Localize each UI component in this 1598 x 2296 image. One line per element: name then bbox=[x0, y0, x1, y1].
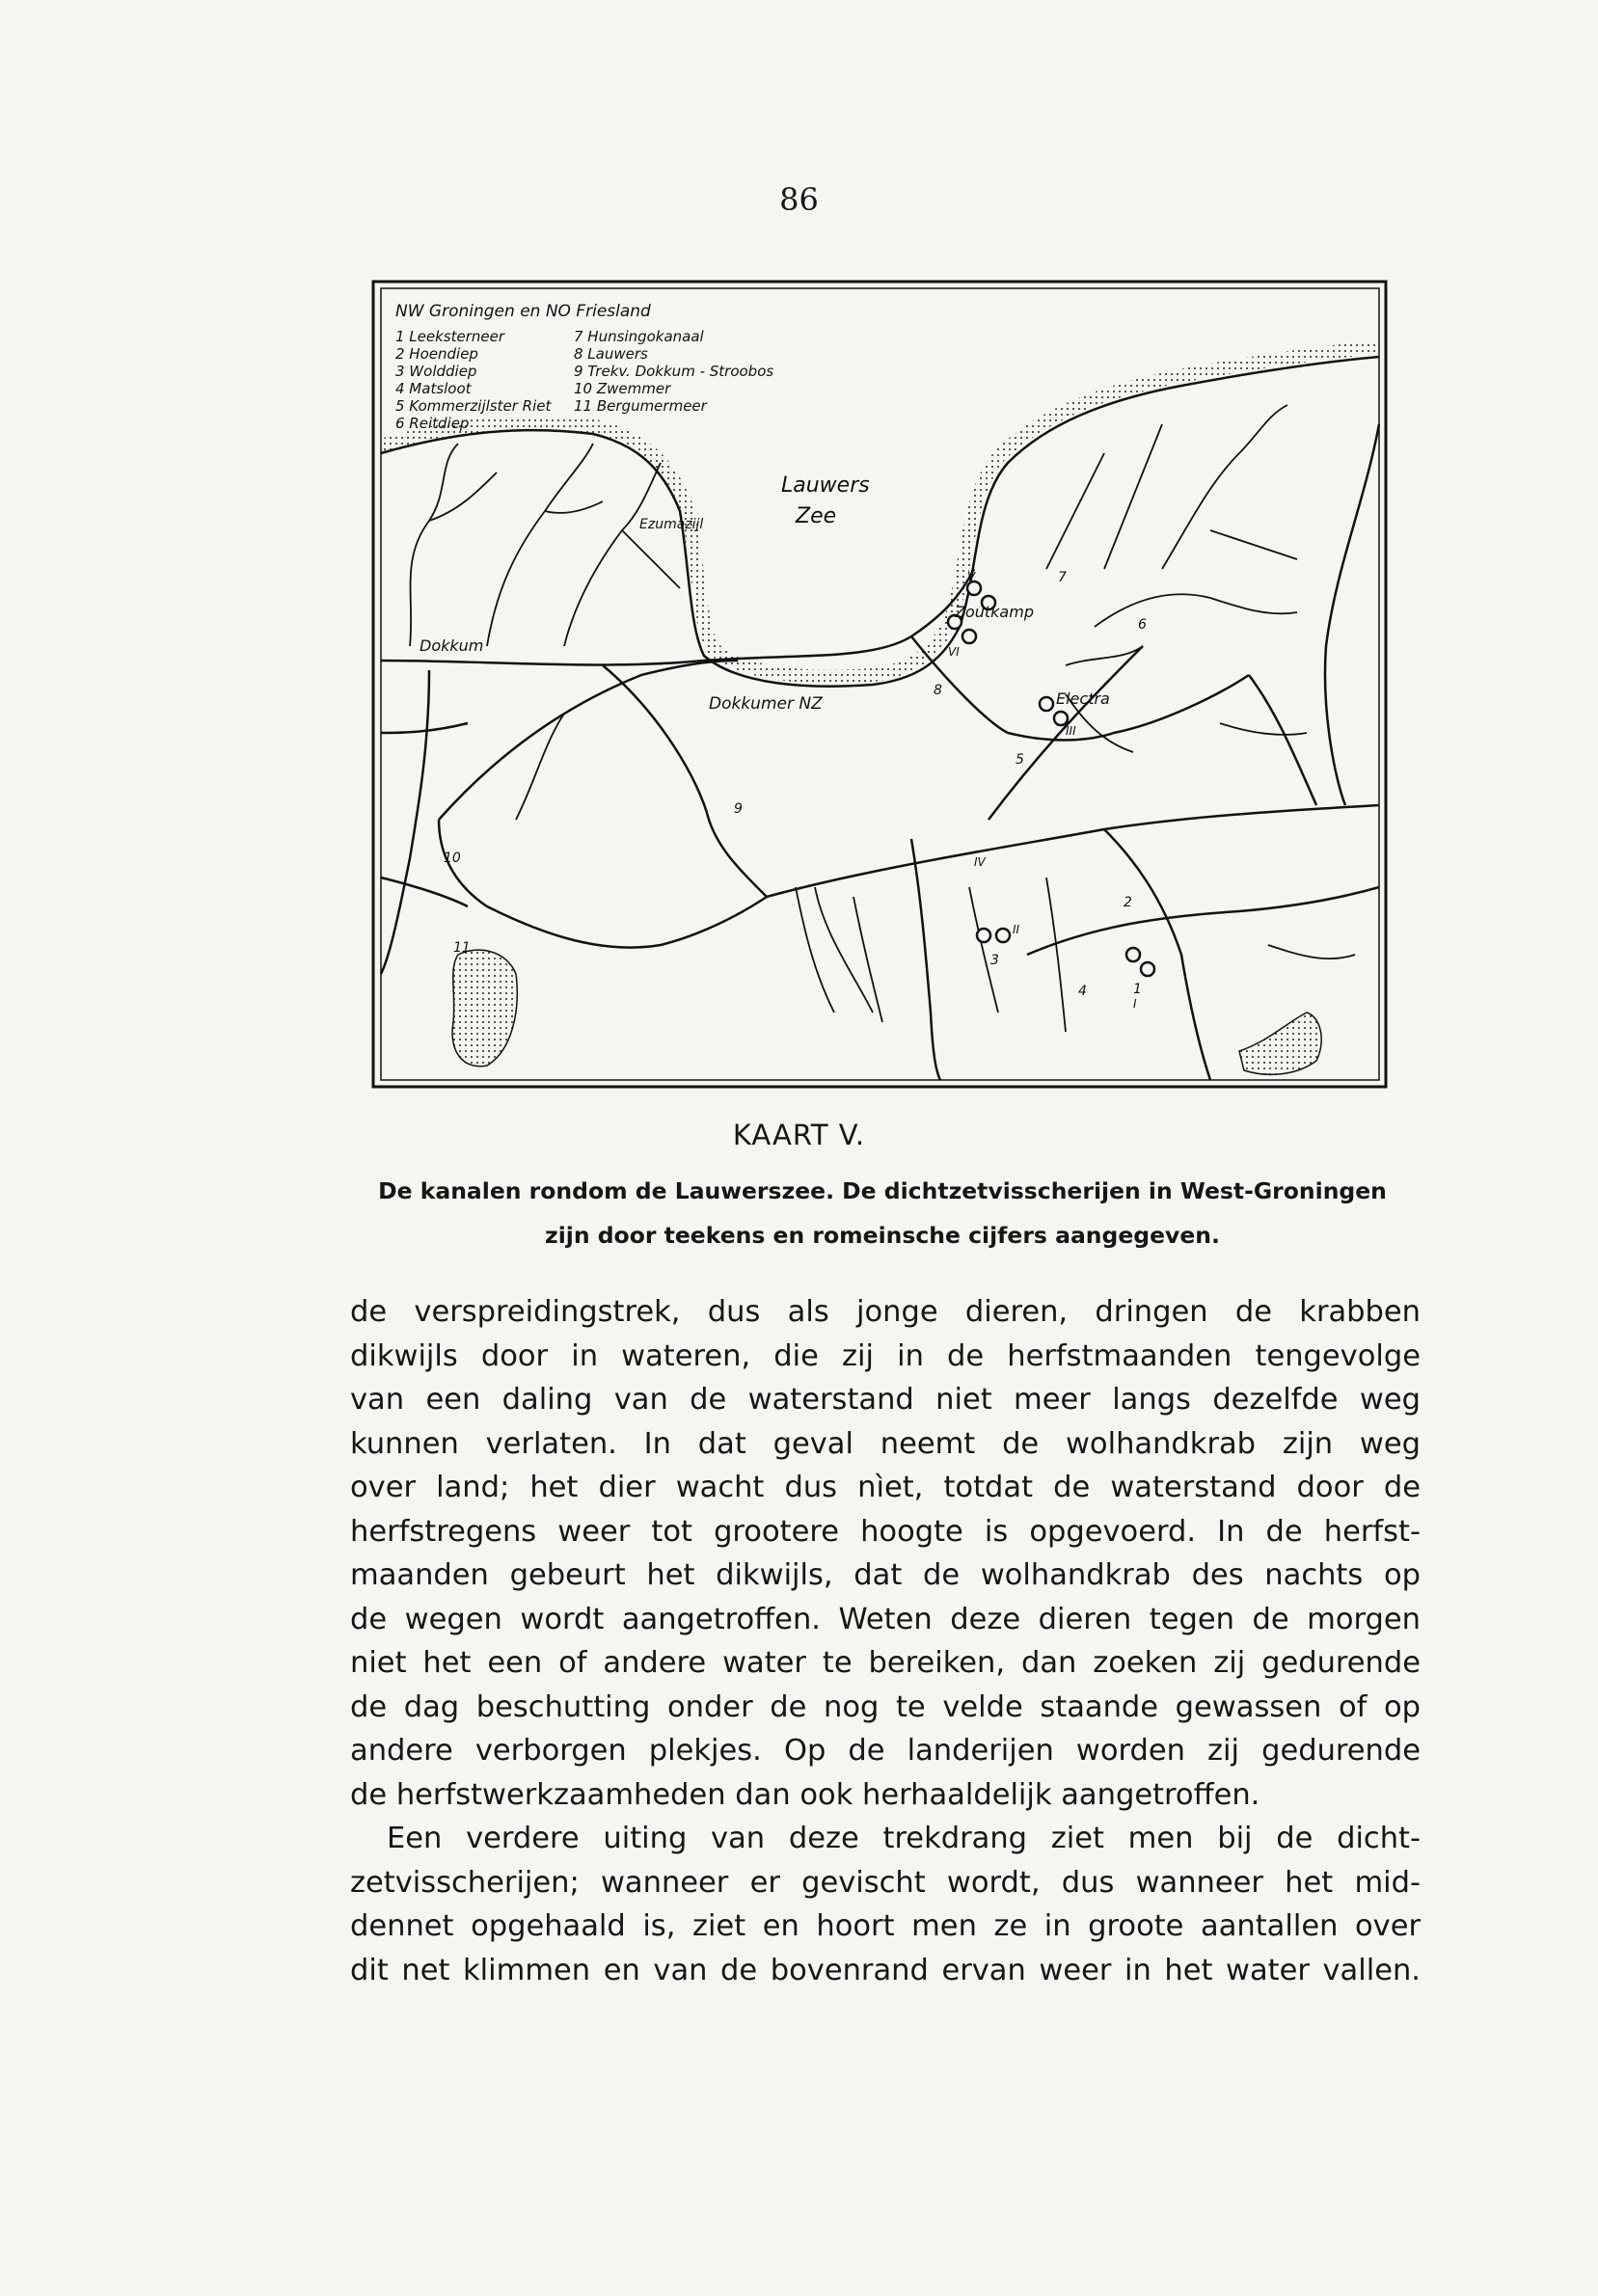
text-line: Een verdere uiting van deze trekdrang ziet men bij de dicht- bbox=[387, 1822, 1421, 1855]
body-text bbox=[350, 1290, 1421, 1992]
text-line: kunnen verlaten. In dat geval neemt de wolhandkrab zijn weg bbox=[350, 1426, 1421, 1461]
place-ezumazijl: Ezumazijl bbox=[639, 517, 704, 532]
map-figure bbox=[371, 280, 1389, 1090]
place-dokkum: Dokkum bbox=[420, 636, 484, 655]
text-line: van een daling van de waterstand niet meer langs dezelfde weg bbox=[350, 1383, 1421, 1417]
text-line: dit net klimmen en van de bovenrand ervan weer in het water vallen. bbox=[350, 1953, 1421, 1987]
svg-text:II: II bbox=[1013, 923, 1020, 936]
svg-text:I: I bbox=[1133, 997, 1137, 1011]
svg-text:V: V bbox=[967, 570, 976, 583]
svg-text:8: 8 bbox=[934, 683, 942, 698]
place-electra: Electra bbox=[1056, 689, 1110, 708]
caption-title: KAART V. bbox=[732, 1119, 866, 1151]
svg-text:4: 4 bbox=[1078, 984, 1087, 999]
place-zoutkamp: Zoutkamp bbox=[955, 603, 1034, 621]
svg-text:2: 2 bbox=[1124, 895, 1132, 910]
map-drawing bbox=[371, 280, 1389, 1090]
svg-text:3: 3 bbox=[990, 953, 999, 968]
svg-text:5 Kommerzijlster Riet: 5 Kommerzijlster Riet bbox=[395, 397, 552, 415]
svg-text:10 Zwemmer: 10 Zwemmer bbox=[574, 380, 671, 397]
svg-text:IV: IV bbox=[974, 855, 986, 869]
sea-label-lauwers: Lauwers bbox=[781, 473, 870, 498]
svg-text:6: 6 bbox=[1138, 617, 1147, 633]
svg-text:5: 5 bbox=[1016, 752, 1024, 768]
text-line: niet het een of andere water te bereiken, dan zoeken zij gedurende bbox=[350, 1646, 1421, 1680]
svg-text:3 Wolddiep: 3 Wolddiep bbox=[395, 363, 477, 380]
text-line: zetvisscherijen; wanneer er gevischt wordt, dus wanneer het mid- bbox=[350, 1865, 1421, 1900]
text-line: andere verborgen plekjes. Op de landerijen worden zij gedurende bbox=[350, 1734, 1421, 1768]
svg-text:11: 11 bbox=[453, 940, 471, 956]
caption-line: zijn door teekens en romeinsche cijfers aangegeven. bbox=[545, 1222, 1220, 1249]
text-line: de verspreidingstrek, dus als jonge dieren, dringen de krabben bbox=[350, 1295, 1421, 1329]
svg-text:1: 1 bbox=[1133, 982, 1142, 997]
text-line: de dag beschutting onder de nog te velde staande gewassen of op bbox=[350, 1689, 1421, 1724]
svg-text:1 Leeksterneer: 1 Leeksterneer bbox=[395, 328, 505, 345]
svg-text:9: 9 bbox=[734, 801, 743, 817]
sea-label-zee: Zee bbox=[796, 504, 837, 528]
svg-text:7: 7 bbox=[1058, 570, 1067, 585]
text-line: maanden gebeurt het dikwijls, dat de wolhandkrab des nachts op bbox=[350, 1558, 1421, 1592]
svg-text:VI: VI bbox=[948, 645, 960, 659]
svg-text:10: 10 bbox=[444, 851, 461, 866]
svg-text:11 Bergumermeer: 11 Bergumermeer bbox=[574, 397, 707, 415]
svg-text:9 Trekv. Dokkum - Stroobos: 9 Trekv. Dokkum - Stroobos bbox=[574, 363, 774, 380]
place-dokkumer-nz: Dokkumer NZ bbox=[709, 694, 823, 714]
text-line: herfstregens weer tot grootere hoogte is opgevoerd. In de herfst- bbox=[350, 1514, 1421, 1549]
svg-text:2 Hoendiep: 2 Hoendiep bbox=[395, 345, 478, 363]
text-line: over land; het dier wacht dus nìet, totdat de waterstand door de bbox=[350, 1471, 1421, 1504]
svg-text:8 Lauwers: 8 Lauwers bbox=[574, 345, 648, 363]
caption-text bbox=[338, 1169, 1427, 1257]
svg-text:4 Matsloot: 4 Matsloot bbox=[395, 380, 472, 397]
legend-title: NW Groningen en NO Friesland bbox=[395, 302, 651, 321]
svg-text:7 Hunsingokanaal: 7 Hunsingokanaal bbox=[574, 328, 704, 345]
text-line: de wegen wordt aangetroffen. Weten deze dieren tegen de morgen bbox=[350, 1602, 1421, 1636]
svg-text:III: III bbox=[1066, 724, 1076, 738]
text-line: dennet opgehaald is, ziet en hoort men ze in groote aantallen over bbox=[350, 1909, 1421, 1943]
caption-line: De kanalen rondom de Lauwerszee. De dichtzetvisscherijen in West-Groningen bbox=[378, 1177, 1387, 1204]
text-line: de herfstwerkzaamheden dan ook herhaaldelijk aangetroffen. bbox=[350, 1777, 1260, 1812]
page-number: 86 bbox=[779, 181, 819, 218]
svg-text:6 Reitdiep: 6 Reitdiep bbox=[395, 415, 470, 432]
text-line: dikwijls door in wateren, die zij in de herfstmaanden tengevolge bbox=[350, 1338, 1421, 1373]
